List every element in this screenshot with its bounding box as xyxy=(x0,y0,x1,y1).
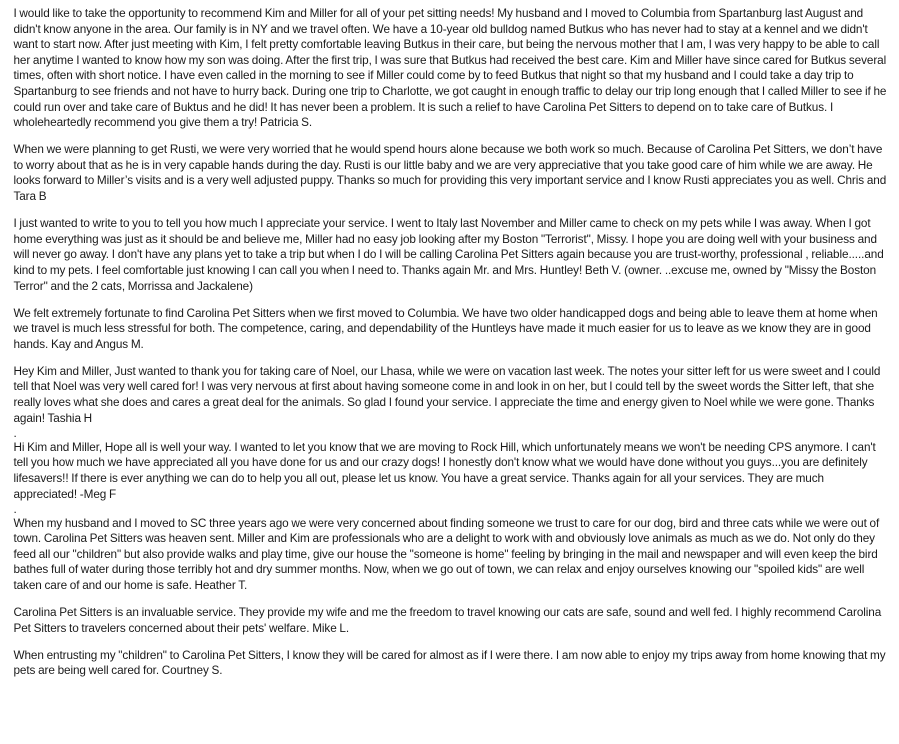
testimonial-patricia: I would like to take the opportunity to recommend Kim and Miller for all of your pet sitting needs! My husband and I moved to Columbia from Spartanburg last August and didn't know anyone in the area. Our family is in NY and we travel often. We have a 10-year old bulldog named Butkus who has never had to stay at a kennel and we didn't want to start now. After just meeting with Kim, I felt pretty comfortable leaving Butkus in their care, but being the nervous mother that I am, I was very happy to be able to call her anytime I wanted to know how my son was doing. After the first trip, I was sure that Butkus had received the best care. Kim and Miller have since cared for Butkus several times, often with short notice. I have even called in the morning to see if Miller could come by to feed Butkus that night so that my husband and I could take a day trip to Spartanburg to see friends and not have to hurry back. During one trip to Charlotte, we got caught in enough traffic to delay our trip long enough that I called Miller to see if he could run over and take care of Buktus and he did! It has never been a problem. It is such a relief to have Carolina Pet Sitters to depend on to take care of Butkus. I wholeheartedly recommend you give them a try! Patricia S. xyxy=(13,6,887,130)
testimonial-courtney: When entrusting my "children" to Carolina Pet Sitters, I know they will be cared for almost as if I were there. I am now able to enjoy my trips away from home knowing that my pets are being well cared for. Courtney S. xyxy=(13,647,886,678)
testimonial-chris-tara: When we were planning to get Rusti, we were very worried that he would spend hours alone because we both work so much. Because of Carolina Pet Sitters, we don’t have to worry about that as he is in very capable hands during the day. Rusti is our little baby and we are very appreciative that you take good care of him while we are away. He looks forward to Miller’s visits and is a very well adjusted puppy. Thanks so much for providing this very important service and I know Rusti appreciates you as well. Chris and Tara B xyxy=(13,142,887,204)
separator-dot: . xyxy=(13,501,17,516)
testimonial-tashia: Hey Kim and Miller, Just wanted to thank you for taking care of Noel, our Lhasa, while we were on vacation last week. The notes your sitter left for us were sweet and I could tell that Noel was very well cared for! I was very nervous at first about having someone come in and look in on her, but I could tell by the sweet words the Sitter left, that she really loves what she does and cares a great deal for the animals. So glad I found your service. I appreciate the time and energy given to Noel while we were gone. Thanks again! Tashia H xyxy=(13,363,881,425)
testimonial-heather: When my husband and I moved to SC three years ago we were very concerned about finding someone we trust to care for our dog, bird and three cats while we were out of town. Carolina Pet Sitters was heaven sent. Miller and Kim are professionals who are a delight to work with and obviously love animals as much as we do. Not only do they feed all our "children" but also provide walks and play time, give our house the "someone is home" feeling by bringing in the mail and newspaper and will even keep the bird bathes full of water during those terribly hot and dry summer months. Now, when we go out of town, we can relax and enjoy ourselves knowing our "spoiled kids" are well taken care of and our home is safe. Heather T. xyxy=(13,515,880,592)
testimonial-kay-angus: We felt extremely fortunate to find Carolina Pet Sitters when we first moved to Columbia. We have two older handicapped dogs and being able to leave them at home when we travel is much less stressful for both. The competence, caring, and dependability of the Huntleys have made it much easier for us to leave as we know they are in good hands. Kay and Angus M. xyxy=(13,305,878,351)
testimonial-beth: I just wanted to write to you to tell you how much I appreciate your service. I went to Italy last November and Miller came to check on my pets while I was away. When I got home everything was just as it should be and believe me, Miller had no easy job looking after my Boston "Terrorist", Missy. I hope you are doing well with your business and will never go away. I don't have any plans yet to take a trip but when I do I will be calling Carolina Pet Sitters again because you are trust-worthy, professional , reliable.....and kind to my pets. I feel comfortable just knowing I can call you when I need to. Thanks again Mr. and Mrs. Huntley! Beth V. (owner. ..excuse me, owned by "Missy the Boston Terror" and the 2 cats, Morrissa and Jackalene) xyxy=(13,216,884,293)
separator-dot: . xyxy=(13,425,17,440)
testimonial-meg: Hi Kim and Miller, Hope all is well your way. I wanted to let you know that we are moving to Rock Hill, which unfortunately means we won't be needing CPS anymore. I can't tell you how much we have appreciated all you have done for us and our crazy dogs! I honestly don't know what we would have done without you guys...you are definitely lifesavers!! If there is ever anything we can do to help you all out, please let us know. You have a great service. Thanks again for all your services. They are much appreciated! -Meg F xyxy=(13,439,876,501)
testimonial-mike: Carolina Pet Sitters is an invaluable service. They provide my wife and me the freedom to travel knowing our cats are safe, sound and well fed. I highly recommend Carolina Pet Sitters to travelers concerned about their pets' welfare. Mike L. xyxy=(13,605,882,635)
